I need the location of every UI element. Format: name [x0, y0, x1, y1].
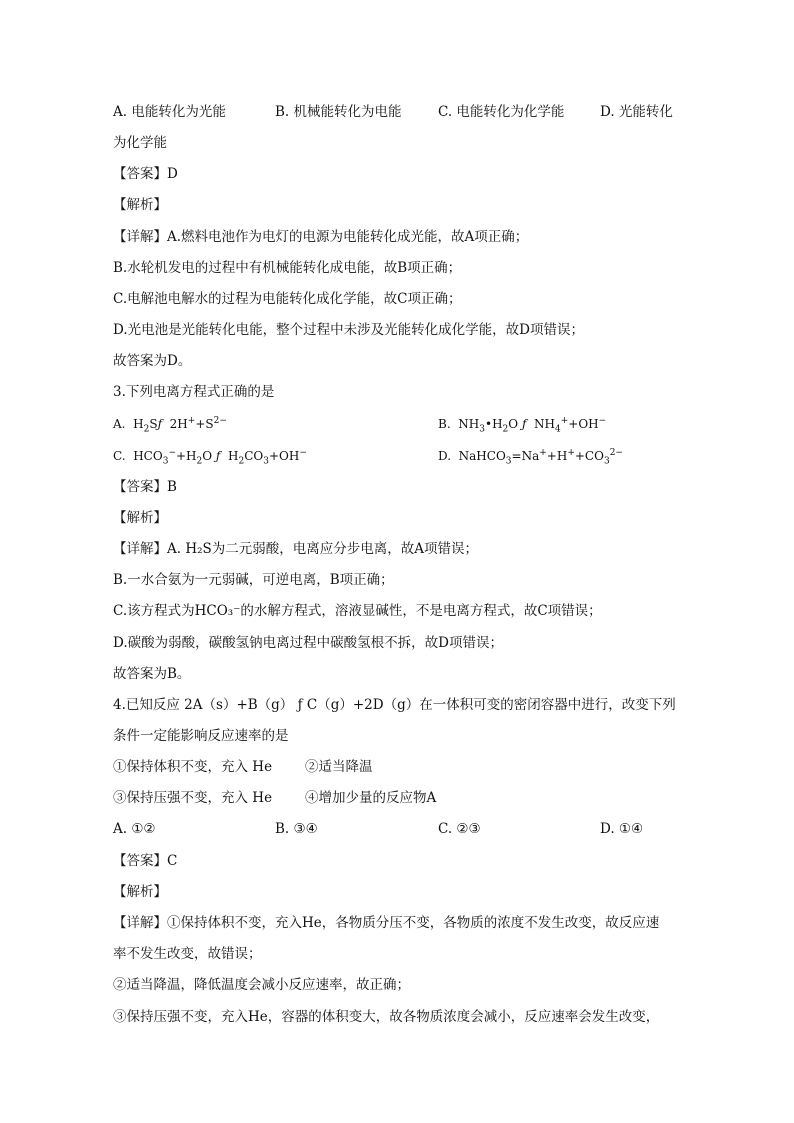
- q3-option-b: B. $NH_3•H_2O$ ƒ $NH_4^++OH^-$: [438, 416, 607, 435]
- q4-detail-line: ②适当降温，降低温度会减小反应速率，故正确；: [113, 977, 410, 993]
- q2-analysis-heading: 【解析】: [113, 197, 167, 213]
- q3-answer: 【答案】B: [113, 479, 177, 495]
- q2-conclusion: 故答案为D。: [113, 353, 192, 369]
- q2-option-d-continued: 为化学能: [113, 135, 167, 151]
- q4-answer: 【答案】C: [113, 853, 178, 869]
- q2-option-a: A. 电能转化为光能: [113, 104, 226, 120]
- q3-option-c: C. $HCO_3^-+H_2O$ ƒ $H_2CO_3+OH^-$: [113, 448, 307, 467]
- q3-detail-line: D.碳酸为弱酸，碳酸氢钠电离过程中碳酸氢根不拆，故D项错误；: [113, 635, 503, 651]
- q3-detail-line: 【详解】A. H₂S为二元弱酸，电离应分步电离，故A项错误；: [113, 541, 479, 557]
- q3-conclusion: 故答案为B。: [113, 666, 191, 682]
- q3-analysis-heading: 【解析】: [113, 510, 167, 526]
- q4-condition-1: ①保持体积不变，充入 He: [113, 759, 273, 775]
- q4-option-d: D. ①④: [600, 821, 644, 837]
- q2-option-b: B. 机械能转化为电能: [275, 104, 402, 120]
- q3-option-a: A. $H_2Sƒ$ $2H^++S^{2-}$: [113, 416, 227, 435]
- q4-option-c: C. ②③: [438, 821, 481, 837]
- q4-option-b: B. ③④: [275, 821, 318, 837]
- q2-answer: 【答案】D: [113, 166, 178, 182]
- q2-detail-line: D.光电池是光能转化电能，整个过程中未涉及光能转化成化学能，故D项错误；: [113, 322, 584, 338]
- q4-detail-line: 【详解】①保持体积不变，充入He，各物质分压不变，各物质的浓度不发生改变，故反应速: [113, 915, 660, 931]
- q4-detail-line: ③保持压强不变，充入He，容器的体积变大，故各物质浓度会减小，反应速率会发生改变，: [113, 1009, 660, 1025]
- q4-stem: 4.已知反应 2A（s）+B（g） ƒ C（g）+2D（g）在一体积可变的密闭容器中进行，改变下列: [113, 697, 676, 713]
- q4-condition-3: ③保持压强不变，充入 He: [113, 790, 273, 806]
- q3-detail-line: B.一水合氨为一元弱碱，可逆电离，B项正确；: [113, 572, 394, 588]
- q4-option-a: A. ①②: [113, 821, 156, 837]
- q4-condition-2: ②适当降温: [305, 759, 373, 775]
- q4-analysis-heading: 【解析】: [113, 884, 167, 900]
- q2-option-d: D. 光能转化: [600, 104, 673, 120]
- q2-detail-line: C.电解池电解水的过程为电能转化成化学能，故C项正确；: [113, 291, 462, 307]
- q2-detail-line: B.水轮机发电的过程中有机械能转化成电能，故B项正确；: [113, 260, 462, 276]
- q3-stem: 3.下列电离方程式正确的是: [113, 384, 275, 400]
- q3-option-d: D. $NaHCO_3=Na^++H^++CO_3^{2-}$: [438, 448, 623, 467]
- q3-detail-line: C.该方程式为HCO₃⁻的水解方程式，溶液显碱性，不是电离方程式，故C项错误；: [113, 603, 602, 619]
- q4-stem-continued: 条件一定能影响反应速率的是: [113, 728, 289, 744]
- q2-option-c: C. 电能转化为化学能: [438, 104, 565, 120]
- q4-condition-4: ④增加少量的反应物A: [305, 790, 437, 806]
- q2-detail-line: 【详解】A.燃料电池作为电灯的电源为电能转化成光能，故A项正确；: [113, 229, 529, 245]
- q4-detail-line: 率不发生改变，故错误；: [113, 946, 262, 962]
